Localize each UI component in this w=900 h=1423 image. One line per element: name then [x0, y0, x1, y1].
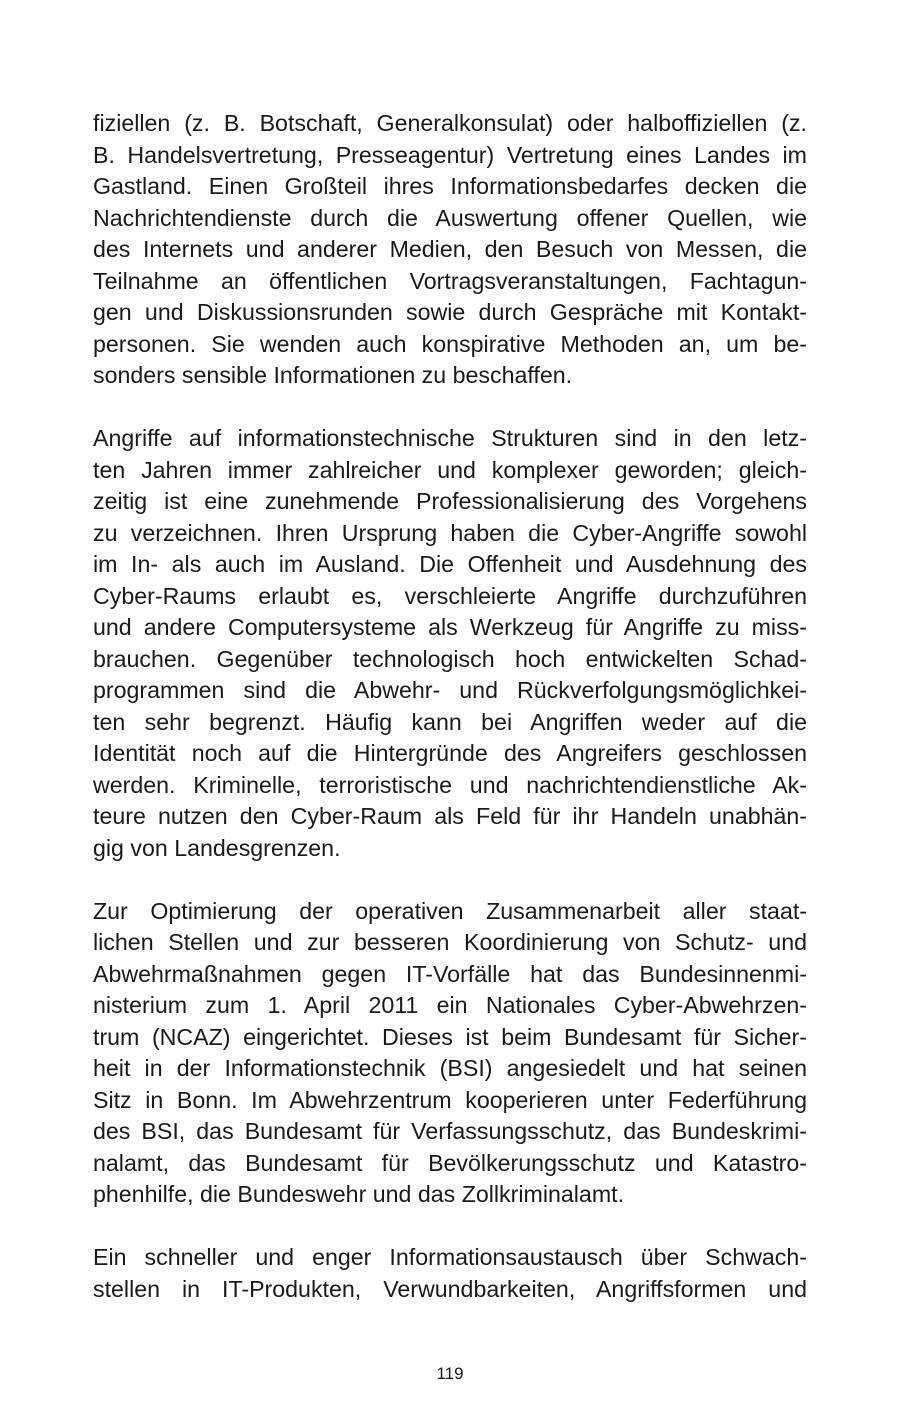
text-line: zeitig ist eine zunehmende Professionalisierung des Vorgehens [93, 488, 807, 514]
text-line: des BSI, das Bundesamt für Verfassungsschutz, das Bundeskrimi- [93, 1118, 807, 1144]
text-line: brauchen. Gegenüber technologisch hoch entwickelten Schad- [93, 645, 807, 672]
text-line: teure nutzen den Cyber-Raum als Feld für ihr Handeln unabhän- [93, 803, 807, 829]
paragraph-2 [93, 423, 807, 864]
page-number: 119 [436, 1364, 464, 1383]
text-line: personen. Sie wenden auch konspirative Methoden an, um be- [93, 330, 807, 357]
text-line: Gastland. Einen Großteil ihres Informationsbedarfes decken die [93, 173, 807, 199]
paragraph-4 [93, 1242, 807, 1305]
text-line: programmen sind die Abwehr- und Rückverfolgungsmöglichkei- [93, 677, 807, 703]
paragraph-1 [93, 108, 807, 392]
text-line: Zur Optimierung der operativen Zusammenarbeit aller staat- [93, 897, 807, 924]
text-line: werden. Kriminelle, terroristische und nachrichtendienstliche Ak- [93, 771, 807, 798]
text-line: nalamt, das Bundesamt für Bevölkerungsschutz und Katastro- [93, 1149, 807, 1176]
text-line: ten Jahren immer zahlreicher und komplexer geworden; gleich- [93, 456, 807, 483]
paragraph-3 [93, 896, 807, 1211]
text-line: gen und Diskussionsrunden sowie durch Gespräche mit Kontakt- [93, 299, 807, 325]
text-line: heit in der Informationstechnik (BSI) angesiedelt und hat seinen [93, 1055, 807, 1081]
text-line: ten sehr begrenzt. Häufig kann bei Angriffen weder auf die [93, 708, 807, 735]
text-line: des Internets und anderer Medien, den Besuch von Messen, die [93, 236, 807, 262]
text-line: phenhilfe, die Bundeswehr und das Zollkriminalamt. [93, 1181, 625, 1207]
text-line: zu verzeichnen. Ihren Ursprung haben die Cyber-Angriffe sowohl [93, 519, 807, 546]
text-line: Sitz in Bonn. Im Abwehrzentrum kooperieren unter Federführung [93, 1086, 807, 1113]
text-line: und andere Computersysteme als Werkzeug für Angriffe zu miss- [93, 614, 807, 640]
text-line: Cyber-Raums erlaubt es, verschleierte Angriffe durchzuführen [93, 582, 807, 609]
text-line: fiziellen (z. B. Botschaft, Generalkonsulat) oder halboffiziellen (z. [93, 110, 807, 136]
text-line: Nachrichtendienste durch die Auswertung offener Quellen, wie [93, 204, 807, 231]
text-line: Identität noch auf die Hintergründe des Angreifers geschlossen [93, 740, 807, 766]
text-line: Ein schneller und enger Informationsaustausch über Schwach- [93, 1244, 807, 1270]
page-body [93, 108, 807, 1337]
text-line: B. Handelsvertretung, Presseagentur) Vertretung eines Landes im [93, 141, 807, 168]
text-line: lichen Stellen und zur besseren Koordinierung von Schutz- und [93, 929, 807, 955]
text-line: Abwehrmaßnahmen gegen IT-Vorfälle hat das Bundesinnenmi- [93, 960, 807, 987]
text-line: trum (NCAZ) eingerichtet. Dieses ist beim Bundesamt für Sicher- [93, 1023, 807, 1050]
text-line: Angriffe auf informationstechnische Strukturen sind in den letz- [93, 425, 807, 451]
text-line: stellen in IT-Produkten, Verwundbarkeiten, Angriffsformen und [93, 1275, 807, 1302]
text-line: nisterium zum 1. April 2011 ein Nationales Cyber-Abwehrzen- [93, 992, 807, 1018]
text-line: gig von Landesgrenzen. [93, 834, 341, 861]
text-line: Teilnahme an öffentlichen Vortragsveranstaltungen, Fachtagun- [93, 267, 807, 294]
text-line: im In- als auch im Ausland. Die Offenheit und Ausdehnung des [93, 551, 807, 577]
text-line: sonders sensible Informationen zu beschaffen. [93, 362, 573, 388]
